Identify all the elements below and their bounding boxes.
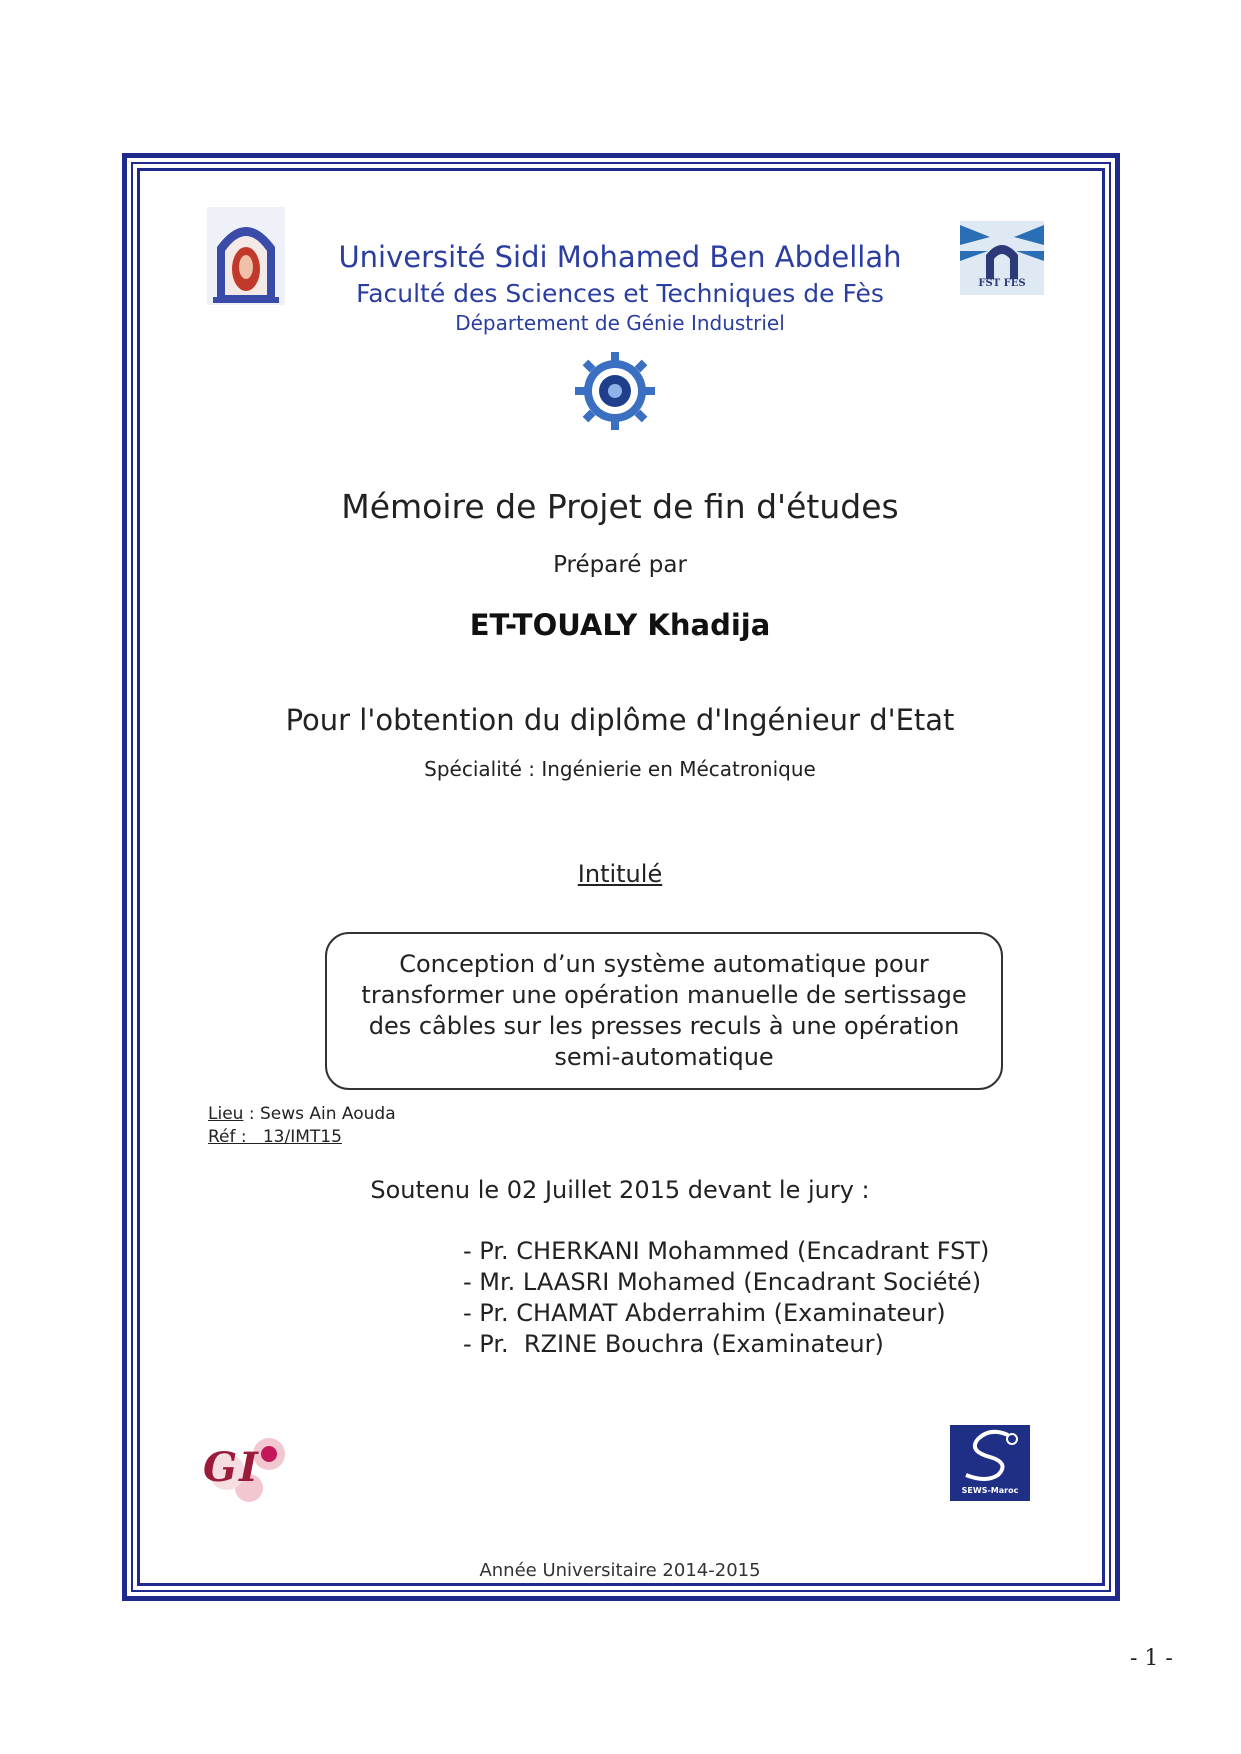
- page-number: - 1 -: [1130, 1646, 1173, 1671]
- thesis-title-line: des câbles sur les presses reculs à une opération: [368, 1012, 960, 1040]
- thesis-title-line: Conception d’un système automatique pour: [399, 950, 929, 978]
- department-gear-logo: [575, 352, 655, 430]
- reference-value: Réf : 13/IMT15: [208, 1127, 342, 1147]
- thesis-title-line: transformer une opération manuelle de sertissage: [361, 981, 967, 1009]
- degree-line: Pour l'obtention du diplôme d'Ingénieur d'Etat: [285, 703, 955, 737]
- defense-line: Soutenu le 02 Juillet 2015 devant le jury :: [370, 1176, 870, 1204]
- academic-year: Année Universitaire 2014-2015: [479, 1560, 761, 1581]
- reference-line: [208, 1127, 342, 1147]
- title-heading: Intitulé: [577, 860, 663, 888]
- jury-member: - Mr. LAASRI Mohamed (Encadrant Société): [463, 1268, 982, 1296]
- document-type: Mémoire de Projet de fin d'études: [341, 487, 899, 526]
- university-name: Université Sidi Mohamed Ben Abdellah: [338, 240, 902, 274]
- thesis-title-box: [325, 932, 1003, 1090]
- jury-member: - Pr. CHERKANI Mohammed (Encadrant FST): [463, 1237, 990, 1265]
- specialty-line: Spécialité : Ingénierie en Mécatronique: [424, 757, 816, 781]
- author-name: ET-TOUALY Khadija: [469, 608, 771, 642]
- jury-list: [463, 1236, 989, 1360]
- sews-logo: [950, 1425, 1030, 1501]
- department-name: Département de Génie Industriel: [455, 311, 785, 335]
- thesis-title: [344, 949, 984, 1073]
- gi-logo-text: GI: [203, 1444, 260, 1491]
- location-label: Lieu: [208, 1104, 244, 1124]
- location-value: : Sews Ain Aouda: [243, 1104, 396, 1124]
- prepared-by-label: Préparé par: [553, 552, 687, 578]
- sews-logo-text: SEWS-Maroc: [961, 1486, 1019, 1495]
- jury-member: - Pr. RZINE Bouchra (Examinateur): [463, 1330, 884, 1358]
- location-line: [208, 1104, 396, 1124]
- fst-logo-text: FST FES: [978, 278, 1026, 289]
- jury-member: - Pr. CHAMAT Abderrahim (Examinateur): [463, 1299, 946, 1327]
- thesis-title-line: semi-automatique: [554, 1043, 774, 1071]
- gi-logo: [197, 1432, 292, 1507]
- faculty-name: Faculté des Sciences et Techniques de Fès: [356, 279, 884, 308]
